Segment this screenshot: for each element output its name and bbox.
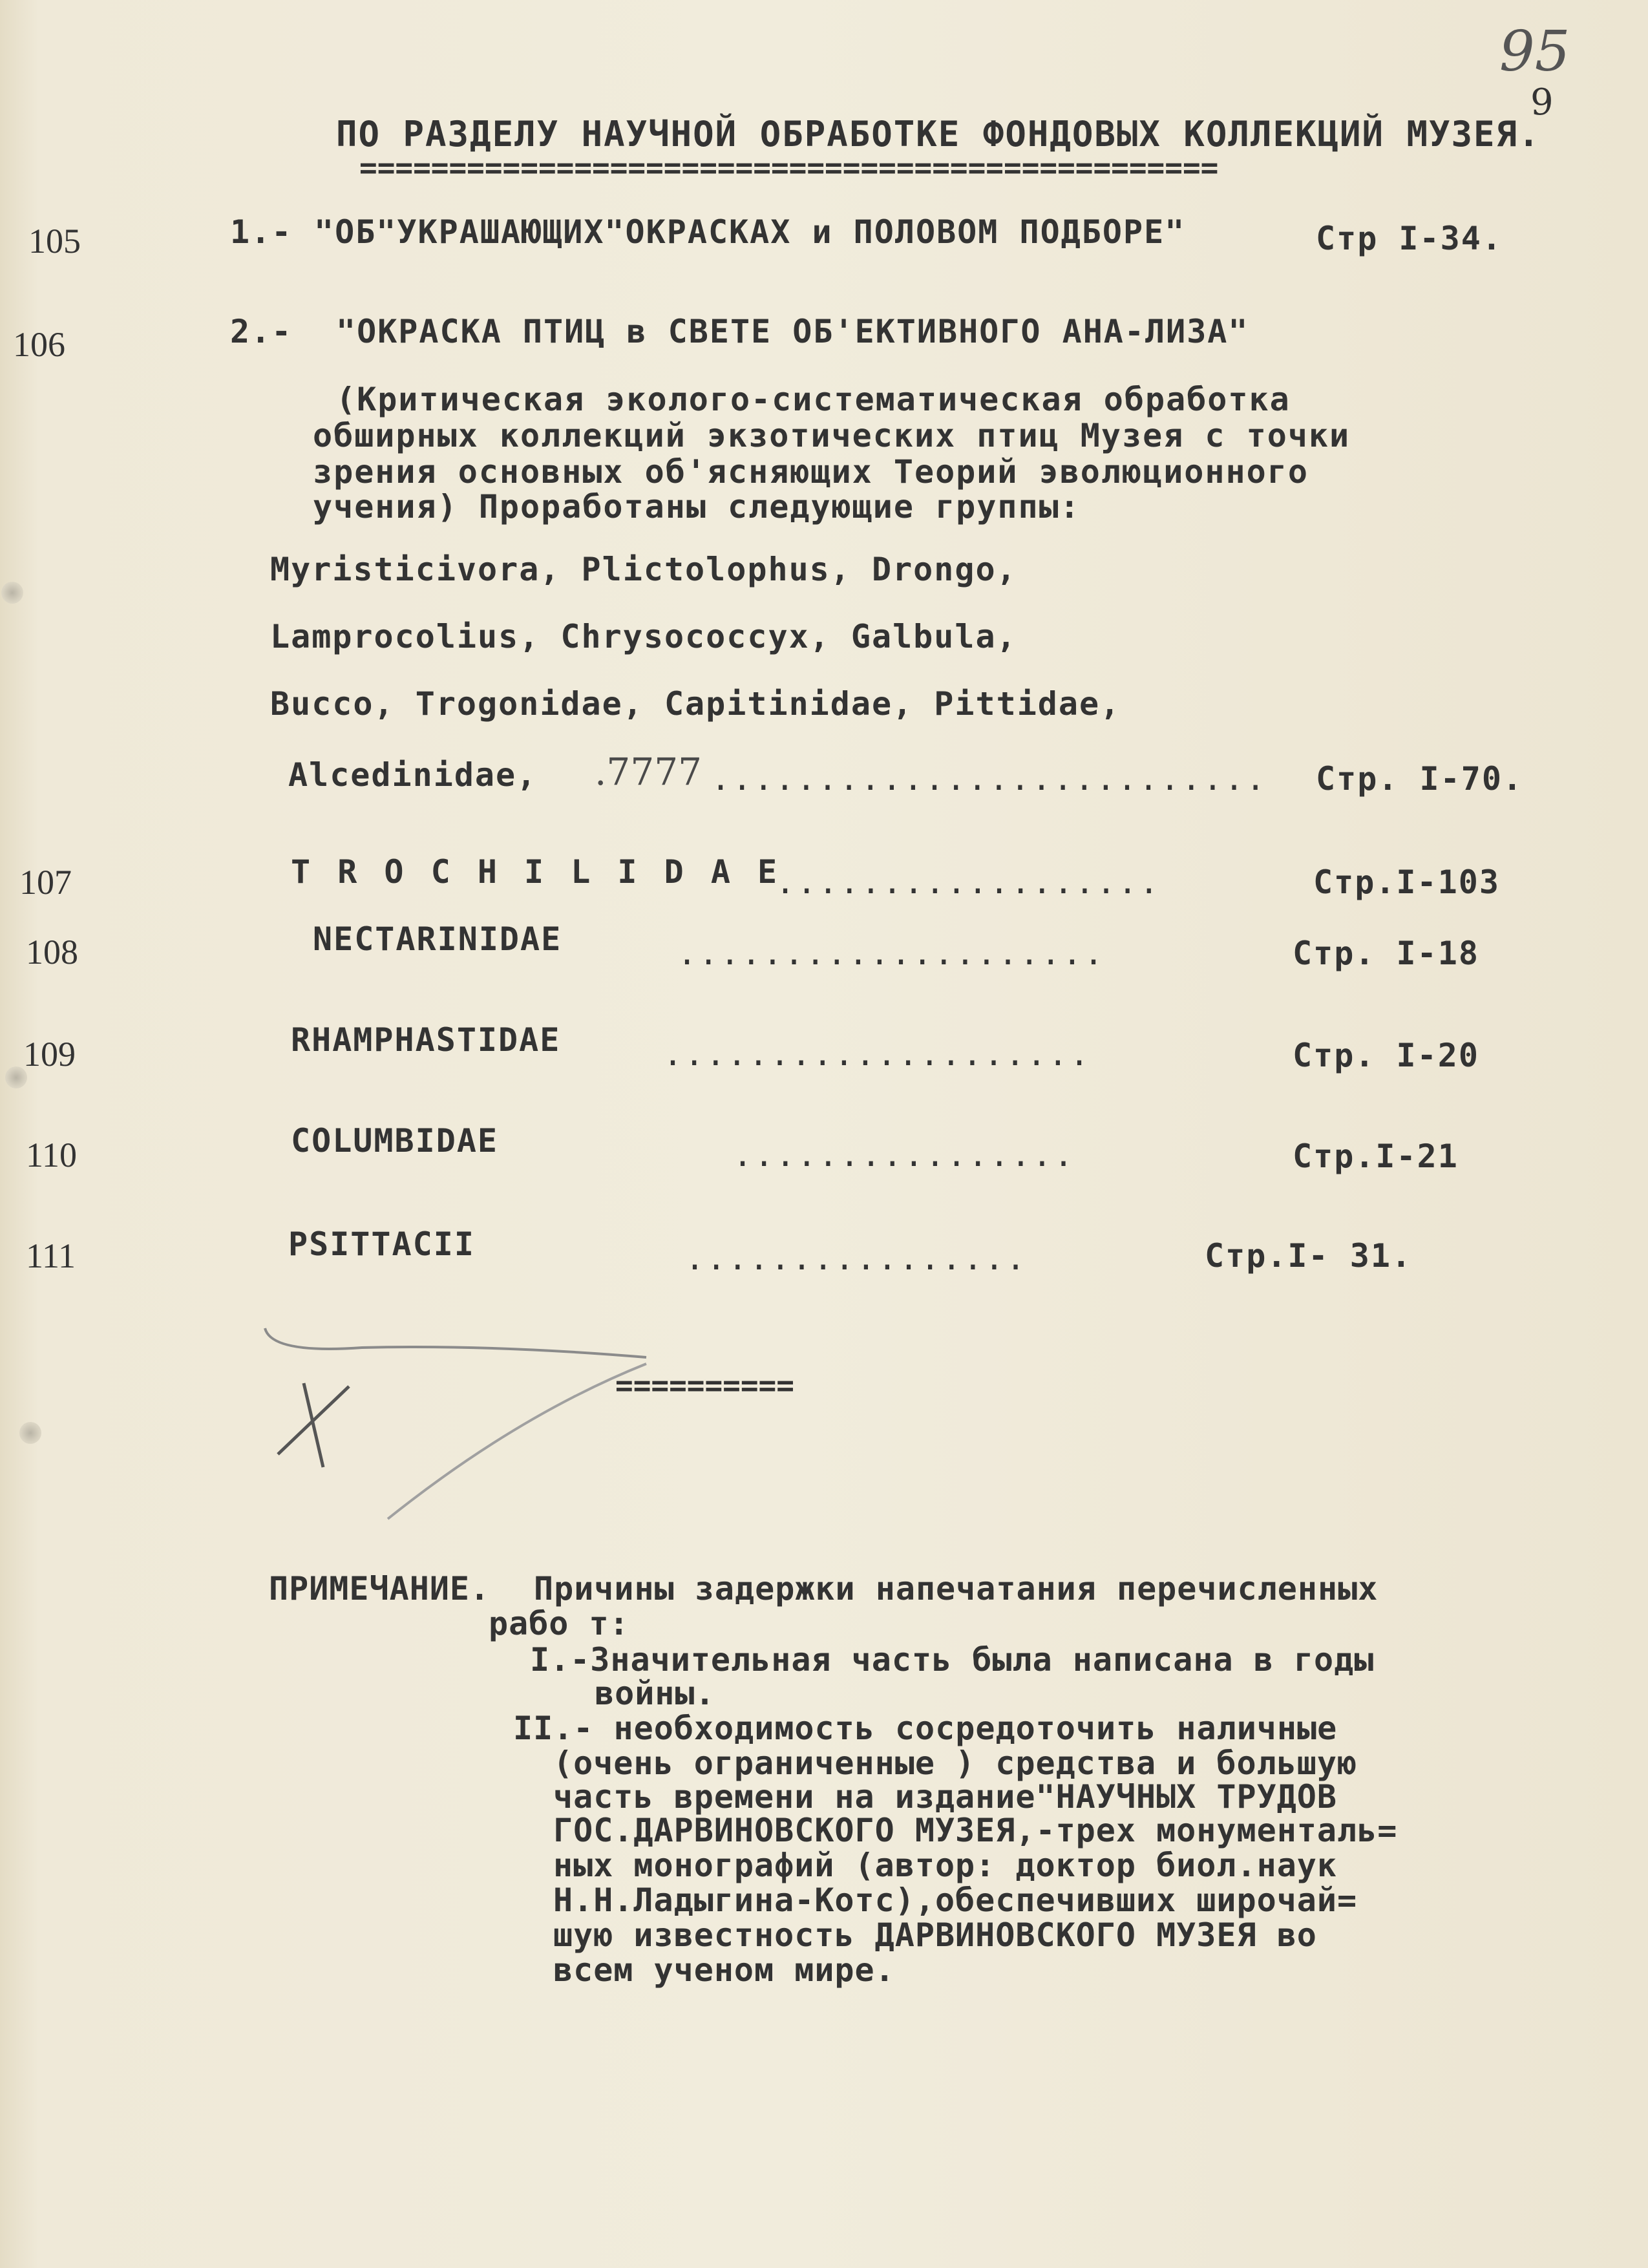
entry-number: 1.- [230, 213, 293, 251]
margin-number: 111 [26, 1236, 76, 1275]
note-text: шую известность ДАРВИНОВСКОГО МУЗЕЯ во [553, 1916, 1317, 1954]
entry-title: "ОКРАСКА ПТИЦ в СВЕТЕ ОБ'ЕКТИВНОГО АНА-ЛИЗА" [336, 313, 1249, 350]
family-name: NECTARINIDAE [313, 920, 562, 958]
handwritten-mark: .7777 [595, 750, 703, 794]
note-text: Причины задержки напечатания перечисленных [534, 1570, 1379, 1607]
typed-page-number: 9 [1530, 81, 1554, 123]
margin-number: 108 [26, 933, 78, 971]
description-line: учения) Проработаны следующие группы: [313, 488, 1081, 525]
entry-pages: Стр I-34. [1316, 220, 1503, 257]
leader-dots: .................... [677, 935, 1106, 972]
margin-number: 109 [23, 1035, 76, 1074]
leader-dots: ................ [685, 1240, 1028, 1277]
note-text: часть времени на издание"НАУЧНЫХ ТРУДОВ [553, 1778, 1337, 1816]
entry-pages: Стр.I- 31. [1205, 1237, 1413, 1275]
title-underline: ================================================ [359, 150, 1219, 185]
margin-number: 105 [28, 222, 81, 260]
note-text: ных монографий (автор: доктор биол.наук [553, 1847, 1337, 1884]
note-text: (очень ограниченные ) средства и большую [553, 1744, 1358, 1782]
separator-line: ========== [615, 1368, 794, 1403]
entry-title: "ОБ"УКРАШАЮЩИХ"ОКРАСКАХ и ПОЛОВОМ ПОДБОРЕ" [314, 213, 1186, 251]
family-name: T R O C H I L I D A E [291, 853, 781, 891]
description-line: (Критическая эколого-систематическая обработка [336, 381, 1291, 418]
description-line: зрения основных об'ясняющих Теорий эволюционного [313, 453, 1309, 491]
page-title: ПО РАЗДЕЛУ НАУЧНОЙ ОБРАБОТКЕ ФОНДОВЫХ КОЛЛЕКЦИЙ МУЗЕЯ. [336, 114, 1541, 154]
note-text: II.- необходимость сосредоточить наличные [513, 1710, 1338, 1747]
entry-pages: Стр.I-103 [1313, 864, 1500, 901]
group-list-line: Lamprocolius, Chrysococcyx, Galbula, [270, 618, 1017, 655]
margin-number: 106 [13, 325, 65, 364]
margin-number: 107 [19, 863, 72, 902]
entry-pages: Стр. I-70. [1316, 760, 1524, 798]
leader-dots: .................. [776, 864, 1161, 901]
description-line: обширных коллекций экзотических птиц Музея с точки [313, 417, 1351, 454]
leader-dots: .................... [663, 1035, 1092, 1073]
note-text: ГОС.ДАРВИНОВСКОГО МУЗЕЯ,-трех монументаль= [553, 1812, 1398, 1849]
entry-pages: Стр.I-21 [1293, 1138, 1459, 1175]
note-text: войны. [595, 1675, 715, 1712]
family-name: COLUMBIDAE [291, 1122, 499, 1160]
entry-pages: Стр. I-18 [1293, 935, 1479, 972]
note-text: всем ученом мире. [553, 1951, 895, 1989]
family-name: RHAMPHASTIDAE [291, 1021, 561, 1059]
margin-number: 110 [26, 1136, 77, 1174]
handwritten-page-number: 95 [1499, 19, 1570, 84]
pencil-curve [265, 1328, 646, 1357]
leader-dots: .......................... [711, 760, 1267, 798]
leader-dots: ................ [733, 1136, 1075, 1174]
family-name: PSITTACII [288, 1225, 475, 1263]
group-list-line: Myristicivora, Plictolophus, Drongo, [270, 551, 1017, 588]
entry-pages: Стр. I-20 [1293, 1037, 1479, 1074]
group-list-line: Alcedinidae, [288, 756, 538, 794]
note-text: рабо т: [489, 1605, 629, 1642]
entry-number: 2.- [230, 313, 293, 350]
note-label: ПРИМЕЧАНИЕ. [269, 1570, 491, 1607]
pencil-stroke [388, 1364, 646, 1519]
note-text: Н.Н.Ладыгина-Котс),обеспечивших широчай= [553, 1881, 1358, 1919]
group-list-line: Bucco, Trogonidae, Capitinidae, Pittidae, [270, 685, 1121, 723]
note-text: I.-Значительная часть была написана в годы [530, 1641, 1375, 1679]
